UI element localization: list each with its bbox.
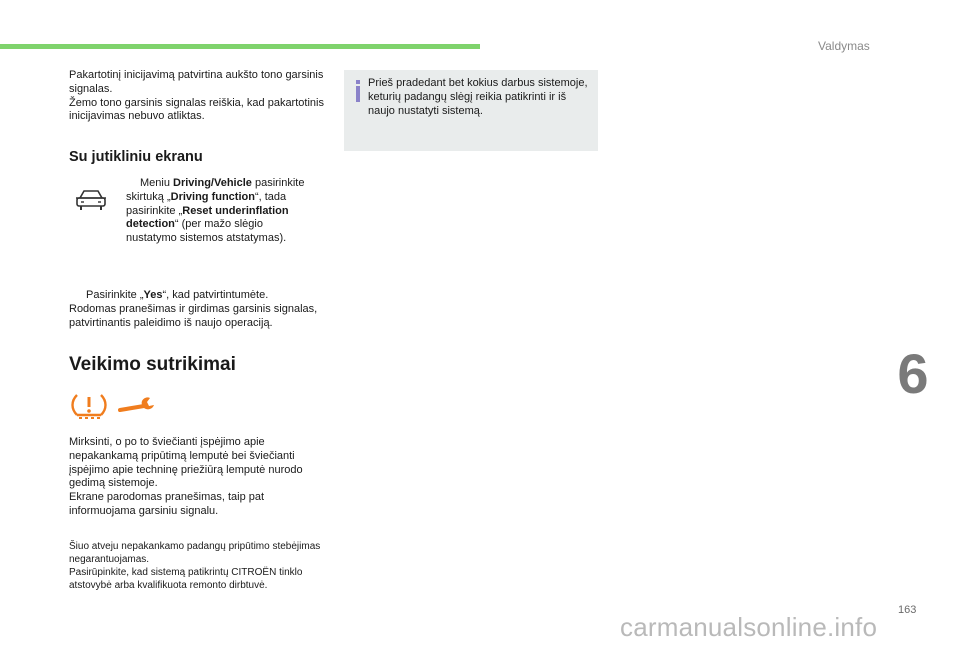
touchscreen-heading: Su jutikliniu ekranu (69, 149, 203, 165)
intro-line-1: Pakartotinį inicijavimą patvirtina aukšto tono garsinis signalas. (69, 69, 324, 95)
car-icon (74, 188, 108, 212)
malfunction-line-2: Ekrane parodomas pranešimas, taip pat informuojama garsiniu signalu. (69, 491, 265, 517)
intro-line-2: Žemo tono garsinis signalas reiškia, kad pakartotinis inicijavimas nebuvo atliktas. (69, 96, 324, 123)
info-box-text: Prieš pradedant bet kokius darbus sistemoje, keturių padangų slėgį reikia patikrinti ir iš naujo nustatyti sistemą. (368, 77, 588, 117)
malfunction-line-1: Mirksinti, o po to šviečianti įspėjimo apie nepakankamą pripūtimą lemputė bei šviečianti įspėjimo apie techninę priežiūrą lemputė nurodo gedimą sistemoje. (69, 436, 303, 490)
section-title: Valdymas (818, 39, 870, 53)
page-number: 163 (898, 604, 917, 616)
step-confirm-instruction: Pasirinkite „Yes“, kad patvirtintumėte. Rodomas pranešimas ir girdimas garsinis signalas, patvirtinantis paleidimo iš naujo operaciją. (69, 289, 334, 330)
confirmation-description: Rodomas pranešimas ir girdimas garsinis signalas, patvirtinantis paleidimo iš naujo operaciją. (69, 302, 318, 329)
malfunction-heading: Veikimo sutrikimai (69, 354, 236, 375)
tyre-pressure-warning-icon (70, 391, 108, 421)
malfunction-paragraph (69, 436, 329, 519)
function-name: Reset underinflation detection (126, 204, 289, 231)
step-menu-instruction: Meniu Driving/Vehicle pasirinkite skirtuką „Driving function“, tada pasirinkite „Reset underinflation detection“ (per mažo slėgio nustatymo sistemos atstatymas). (126, 177, 305, 245)
menu-name: Driving/Vehicle (173, 177, 252, 189)
note-line-1: Šiuo atveju nepakankamo padangų pripūtimo stebėjimas negarantuojamas. (69, 541, 321, 565)
section-accent-bar (0, 44, 480, 49)
info-icon (355, 80, 361, 102)
watermark: carmanualsonline.info (620, 612, 878, 642)
malfunction-note (69, 540, 339, 592)
intro-paragraph (69, 69, 324, 124)
yes-option: Yes (143, 289, 163, 301)
note-line-2: Pasirūpinkite, kad sistemą patikrintų CITROËN tinklo atstovybė arba kvalifikuota remonto dirbtuvė. (69, 567, 303, 591)
wrench-service-icon (118, 396, 156, 416)
tab-name: Driving function (170, 190, 255, 203)
chapter-number: 6 (897, 342, 929, 405)
